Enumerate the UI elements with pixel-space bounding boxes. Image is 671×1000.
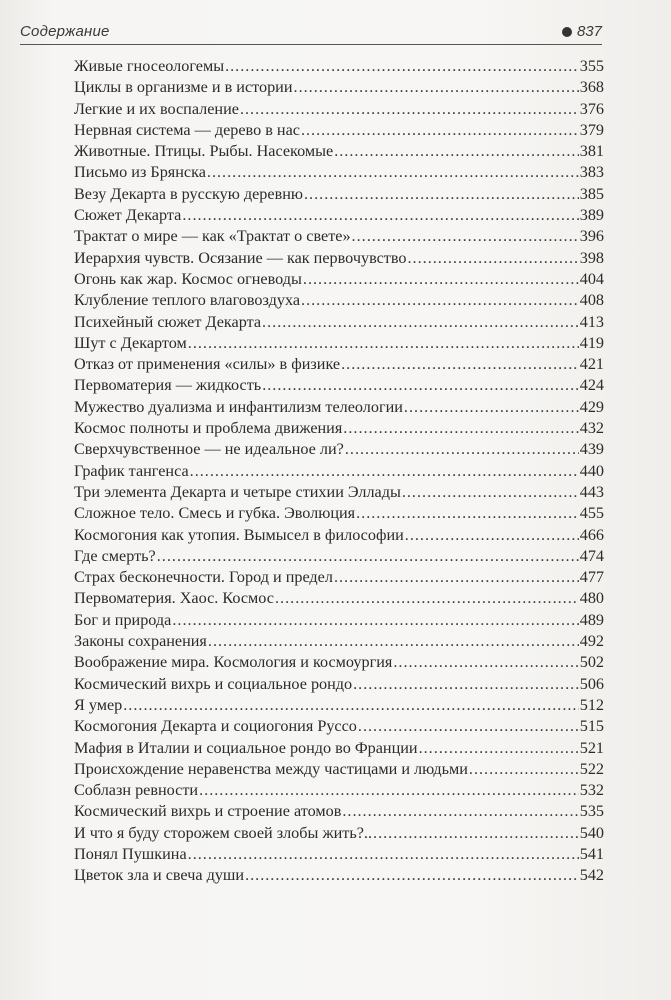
toc-entry: [74, 99, 604, 120]
toc-entry: [74, 844, 604, 865]
toc-entry-page-number: 515: [579, 717, 604, 736]
toc-entry-title: Сверхчувственное — не идеальное ли?: [74, 440, 344, 459]
toc-entry-title: Воображение мира. Космология и космоургия: [74, 653, 393, 672]
toc-entry: [74, 865, 604, 886]
toc-entry-page-number: 429: [579, 397, 604, 416]
dot-leader: [262, 312, 579, 333]
toc-entry-title: Сюжет Декарта: [74, 206, 182, 225]
dot-leader: [188, 333, 579, 354]
dot-leader: [352, 226, 579, 247]
dot-leader: [294, 77, 579, 98]
toc-entry: [74, 439, 604, 460]
dot-leader: [157, 546, 579, 567]
toc-entry: [74, 588, 604, 609]
toc-entry: [74, 205, 604, 226]
toc-entry-title: Нервная система — дерево в нас: [74, 120, 300, 139]
toc-entry: [74, 801, 604, 822]
dot-leader: [240, 99, 579, 120]
toc-entry-page-number: 376: [579, 99, 604, 118]
dot-leader: [190, 461, 579, 482]
toc-entry-title: Животные. Птицы. Рыбы. Насекомые: [74, 142, 334, 161]
toc-entry-title: Космогония Декарта и социогония Руссо: [74, 717, 357, 736]
dot-leader: [182, 205, 578, 226]
toc-entry: [74, 162, 604, 183]
toc-entry-page-number: 404: [579, 269, 604, 288]
toc-entry-page-number: 396: [579, 227, 604, 246]
toc-entry-page-number: 522: [579, 759, 604, 778]
toc-entry: [74, 738, 604, 759]
dot-leader: [419, 738, 579, 759]
dot-leader: [345, 439, 579, 460]
toc-entry: [74, 120, 604, 141]
toc-entry-title: Циклы в организме и в истории: [74, 78, 293, 97]
dot-leader: [341, 354, 579, 375]
toc-entry-page-number: 385: [579, 184, 604, 203]
toc-entry-page-number: 541: [579, 844, 604, 863]
dot-leader: [408, 248, 579, 269]
toc-entry-page-number: 439: [579, 440, 604, 459]
toc-entry-page-number: 521: [579, 738, 604, 757]
dot-leader: [334, 141, 579, 162]
toc-entry-title: Космогония как утопия. Вымысел в философии: [74, 525, 404, 544]
toc-entry-title: Живые гносеологемы: [74, 57, 225, 75]
dot-leader: [172, 610, 578, 631]
toc-entry-page-number: 389: [579, 206, 604, 225]
dot-leader: [188, 844, 579, 865]
toc-entry-title: Космос полноты и проблема движения: [74, 419, 343, 438]
toc-entry-title: Первоматерия. Хаос. Космос: [74, 589, 274, 608]
toc-entry: [74, 248, 604, 269]
toc-entry-page-number: 466: [579, 525, 604, 544]
toc-entry-title: Я умер: [74, 695, 123, 714]
toc-entry-page-number: 398: [579, 248, 604, 267]
running-head: Содержание: [20, 23, 110, 40]
dot-leader: [199, 780, 579, 801]
toc-entry: [74, 716, 604, 737]
toc-entry: [74, 226, 604, 247]
toc-entry-page-number: 506: [579, 674, 604, 693]
toc-entry-title: Первоматерия — жидкость: [74, 376, 262, 395]
toc-entry: [74, 674, 604, 695]
toc-entry-page-number: 480: [579, 589, 604, 608]
toc-entry-title: Мафия в Италии и социальное рондо во Франции: [74, 738, 418, 757]
toc-entry: [74, 354, 604, 375]
toc-entry-title: Трактат о мире — как «Трактат о свете»: [74, 227, 351, 246]
toc-entry-title: Мужество дуализма и инфантилизм телеологии: [74, 397, 403, 416]
dot-leader: [402, 482, 579, 503]
toc-entry-page-number: 432: [579, 419, 604, 438]
toc-entry-page-number: 512: [579, 695, 604, 714]
dot-leader: [275, 588, 579, 609]
toc-entry: [74, 631, 604, 652]
toc-entry: [74, 546, 604, 567]
toc-entry-page-number: 489: [579, 610, 604, 629]
toc-entry-page-number: 455: [579, 504, 604, 523]
toc-entry-title: Сложное тело. Смесь и губка. Эволюция: [74, 504, 356, 523]
toc-entry-title: И что я буду сторожем своей злобы жить?..: [74, 823, 373, 842]
toc-entry-title: Цветок зла и свеча души: [74, 866, 245, 885]
toc-entry-title: Огонь как жар. Космос огневоды: [74, 269, 302, 288]
toc-entry: [74, 333, 604, 354]
toc-entry-page-number: 368: [579, 78, 604, 97]
dot-leader: [225, 56, 579, 77]
dot-leader: [304, 184, 579, 205]
toc-entry-page-number: 424: [579, 376, 604, 395]
dot-leader: [353, 674, 579, 695]
toc-entry: [74, 482, 604, 503]
toc-entry: [74, 418, 604, 439]
toc-entry-page-number: 535: [579, 802, 604, 821]
toc-entry: [74, 610, 604, 631]
toc-entry: [74, 780, 604, 801]
dot-leader: [356, 503, 579, 524]
toc-entry-title: Понял Пушкина: [74, 844, 187, 863]
toc-entry: [74, 759, 604, 780]
toc-entry-title: Везу Декарта в русскую деревню: [74, 184, 303, 203]
dot-leader: [123, 695, 578, 716]
toc-entry-title: Легкие и их воспаление: [74, 99, 239, 118]
dot-leader: [262, 375, 579, 396]
dot-leader: [404, 397, 579, 418]
toc-entry: [74, 375, 604, 396]
table-of-contents: [74, 56, 604, 887]
toc-entry-title: Письмо из Брянска: [74, 163, 206, 182]
toc-entry-page-number: 443: [579, 482, 604, 501]
toc-entry-title: Соблазн ревности: [74, 781, 199, 800]
toc-entry-title: Бог и природа: [74, 610, 172, 629]
toc-entry-page-number: 413: [579, 312, 604, 331]
toc-entry-title: Отказ от применения «силы» в физике: [74, 355, 341, 374]
toc-entry-page-number: 474: [579, 546, 604, 565]
toc-entry-title: Космический вихрь и социальное рондо: [74, 674, 353, 693]
toc-entry: [74, 525, 604, 546]
toc-entry-title: Иерархия чувств. Осязание — как первочувство: [74, 248, 407, 267]
toc-entry-page-number: 381: [579, 142, 604, 161]
toc-entry-page-number: 502: [579, 653, 604, 672]
toc-entry: [74, 695, 604, 716]
dot-leader: [469, 759, 579, 780]
toc-entry-page-number: 542: [579, 866, 604, 885]
toc-entry: [74, 269, 604, 290]
dot-leader: [208, 631, 579, 652]
dot-leader: [207, 162, 579, 183]
toc-entry-page-number: 408: [579, 291, 604, 310]
toc-entry: [74, 652, 604, 673]
page-number: 837: [576, 23, 602, 40]
toc-entry-page-number: 419: [579, 333, 604, 352]
toc-entry-title: Шут с Декартом: [74, 333, 187, 352]
dot-leader: [358, 716, 579, 737]
toc-entry: [74, 823, 604, 844]
toc-entry-page-number: 440: [579, 461, 604, 480]
filled-circle-icon: [562, 27, 572, 37]
dot-leader: [301, 290, 579, 311]
toc-entry-title: Страх бесконечности. Город и предел: [74, 568, 333, 587]
toc-entry-page-number: 477: [579, 568, 604, 587]
toc-entry-title: Где смерть?: [74, 546, 156, 565]
toc-entry-title: Три элемента Декарта и четыре стихии Эллады: [74, 482, 401, 501]
toc-entry-title: Происхождение неравенства между частицами и людьми: [74, 759, 468, 778]
toc-entry: [74, 56, 604, 77]
page-number-block: [562, 23, 602, 40]
toc-entry-page-number: 383: [579, 163, 604, 182]
dot-leader: [303, 269, 579, 290]
toc-entry-title: Психейный сюжет Декарта: [74, 312, 262, 331]
toc-entry-page-number: 540: [579, 823, 604, 842]
toc-entry: [74, 461, 604, 482]
toc-entry: [74, 397, 604, 418]
toc-entry: [74, 77, 604, 98]
dot-leader: [342, 801, 578, 822]
toc-entry-title: Законы сохранения: [74, 632, 207, 651]
toc-entry-page-number: 532: [579, 781, 604, 800]
toc-entry: [74, 141, 604, 162]
toc-entry-page-number: 421: [579, 355, 604, 374]
toc-entry: [74, 312, 604, 333]
dot-leader: [405, 525, 579, 546]
toc-entry-title: Космический вихрь и строение атомов: [74, 802, 342, 821]
toc-entry: [74, 184, 604, 205]
toc-entry-page-number: 492: [579, 632, 604, 651]
toc-entry: [74, 567, 604, 588]
dot-leader: [245, 865, 579, 886]
dot-leader: [393, 652, 578, 673]
dot-leader: [301, 120, 579, 141]
dot-leader: [343, 418, 578, 439]
dot-leader: [373, 823, 579, 844]
toc-entry-title: Клубление теплого влаговоздуха: [74, 291, 301, 310]
page-header: [20, 20, 602, 45]
toc-entry: [74, 503, 604, 524]
toc-entry: [74, 290, 604, 311]
dot-leader: [334, 567, 579, 588]
toc-entry-page-number: 355: [579, 57, 604, 75]
toc-entry-page-number: 379: [579, 120, 604, 139]
toc-entry-title: График тангенса: [74, 461, 189, 480]
